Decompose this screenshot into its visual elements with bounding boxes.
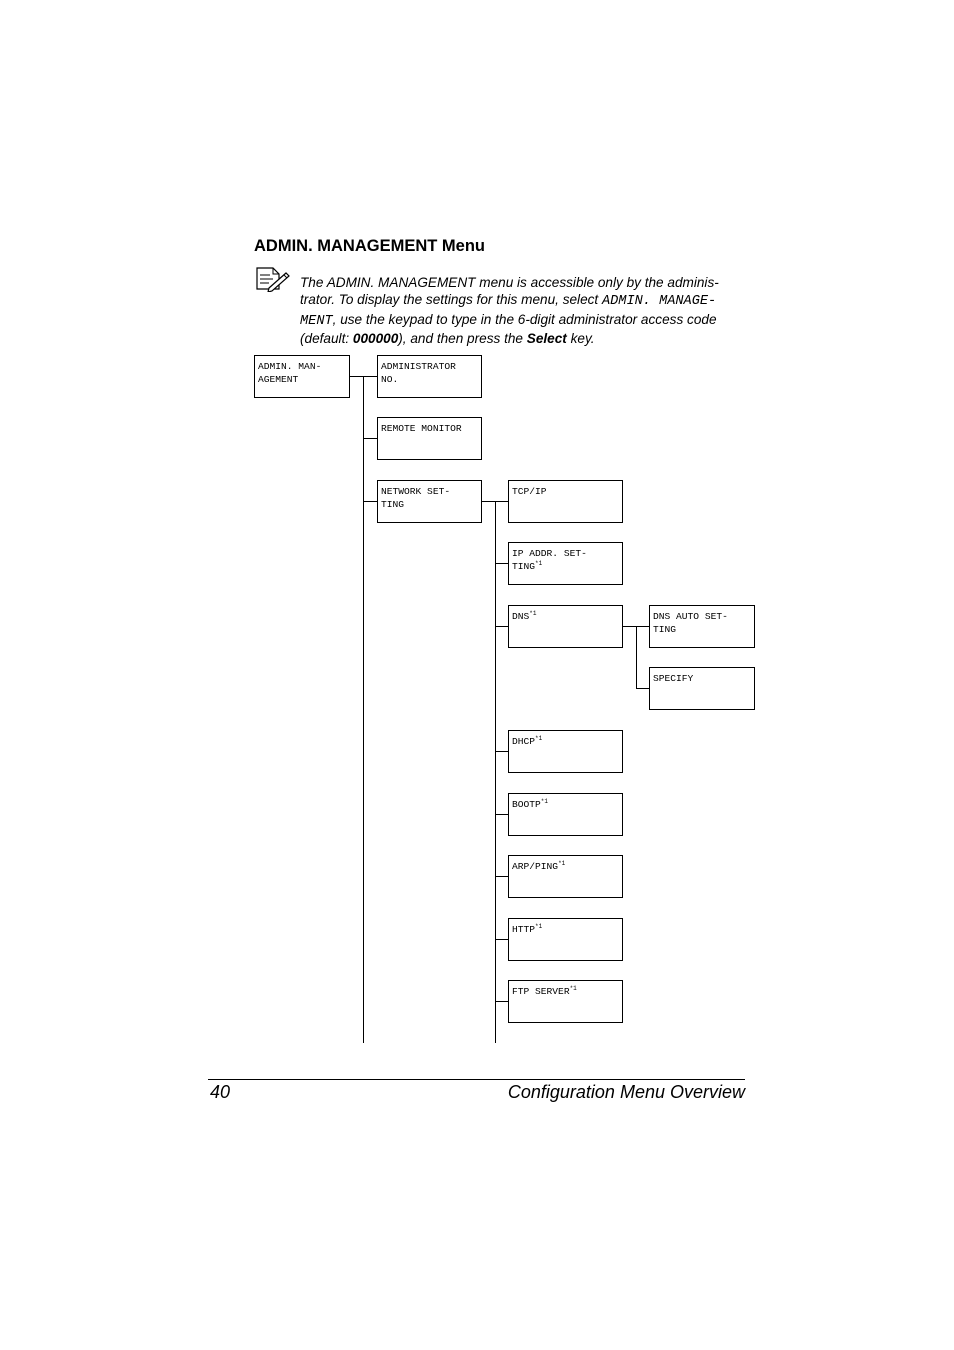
menu-box-administrator-no: ADMINISTRATOR NO. [377, 355, 482, 398]
connector [495, 501, 496, 1043]
connector [495, 751, 508, 752]
menu-box-remote-monitor: REMOTE MONITOR [377, 417, 482, 460]
connector [363, 501, 377, 502]
menu-box-arp-ping: ARP/PING$^{*1}$ [508, 855, 623, 898]
admin-note [300, 274, 748, 348]
menu-box-specify: SPECIFY [649, 667, 755, 710]
menu-box-http: HTTP$^{*1}$ [508, 918, 623, 961]
connector [495, 626, 508, 627]
menu-box-ip-addr-setting: IP ADDR. SET- TING$^{*1}$ [508, 542, 623, 585]
connector [636, 626, 637, 688]
footnote-mark: *1 [535, 559, 543, 567]
footnote-mark: *1 [529, 609, 537, 617]
connector [495, 814, 508, 815]
menu-box-dhcp: DHCP$^{*1}$ [508, 730, 623, 773]
note-line-3: MENT, use the keypad to type in the 6-digit administrator access code [300, 311, 717, 329]
footnote-mark: *1 [535, 922, 543, 930]
footer-title: Configuration Menu Overview [507, 1082, 745, 1102]
connector [495, 939, 508, 940]
menu-box-tcp-ip: TCP/IP [508, 480, 623, 523]
menu-box-dns: DNS$^{*1}$ [508, 605, 623, 648]
note-line-1: The ADMIN. MANAGEMENT menu is accessible only by the adminis- [300, 275, 719, 290]
footnote-mark: *1 [540, 797, 548, 805]
menu-box-dns-auto-setting: DNS AUTO SET- TING [649, 605, 755, 648]
menu-box-ftp-server: FTP SERVER$^{*1}$ [508, 980, 623, 1023]
connector [636, 688, 649, 689]
connector [495, 563, 508, 564]
note-line-4: (default: 000000), and then press the Select key. [300, 331, 595, 347]
connector [495, 876, 508, 877]
connector [363, 438, 377, 439]
footnote-mark: *1 [558, 859, 566, 867]
section-heading: ADMIN. MANAGEMENT Menu [254, 237, 485, 255]
menu-box-admin-management: ADMIN. MAN- AGEMENT [254, 355, 350, 398]
connector [495, 1001, 508, 1002]
menu-box-bootp: BOOTP$^{*1}$ [508, 793, 623, 836]
menu-box-network-setting: NETWORK SET- TING [377, 480, 482, 523]
connector [363, 376, 364, 1043]
note-pencil-icon [255, 266, 291, 292]
footnote-mark: *1 [535, 734, 543, 742]
note-line-2: trator. To display the settings for this menu, select ADMIN. MANAGE- [300, 292, 717, 310]
footnote-mark: *1 [569, 984, 577, 992]
page-number: 40 [210, 1082, 231, 1102]
footer-rule [208, 1079, 745, 1080]
